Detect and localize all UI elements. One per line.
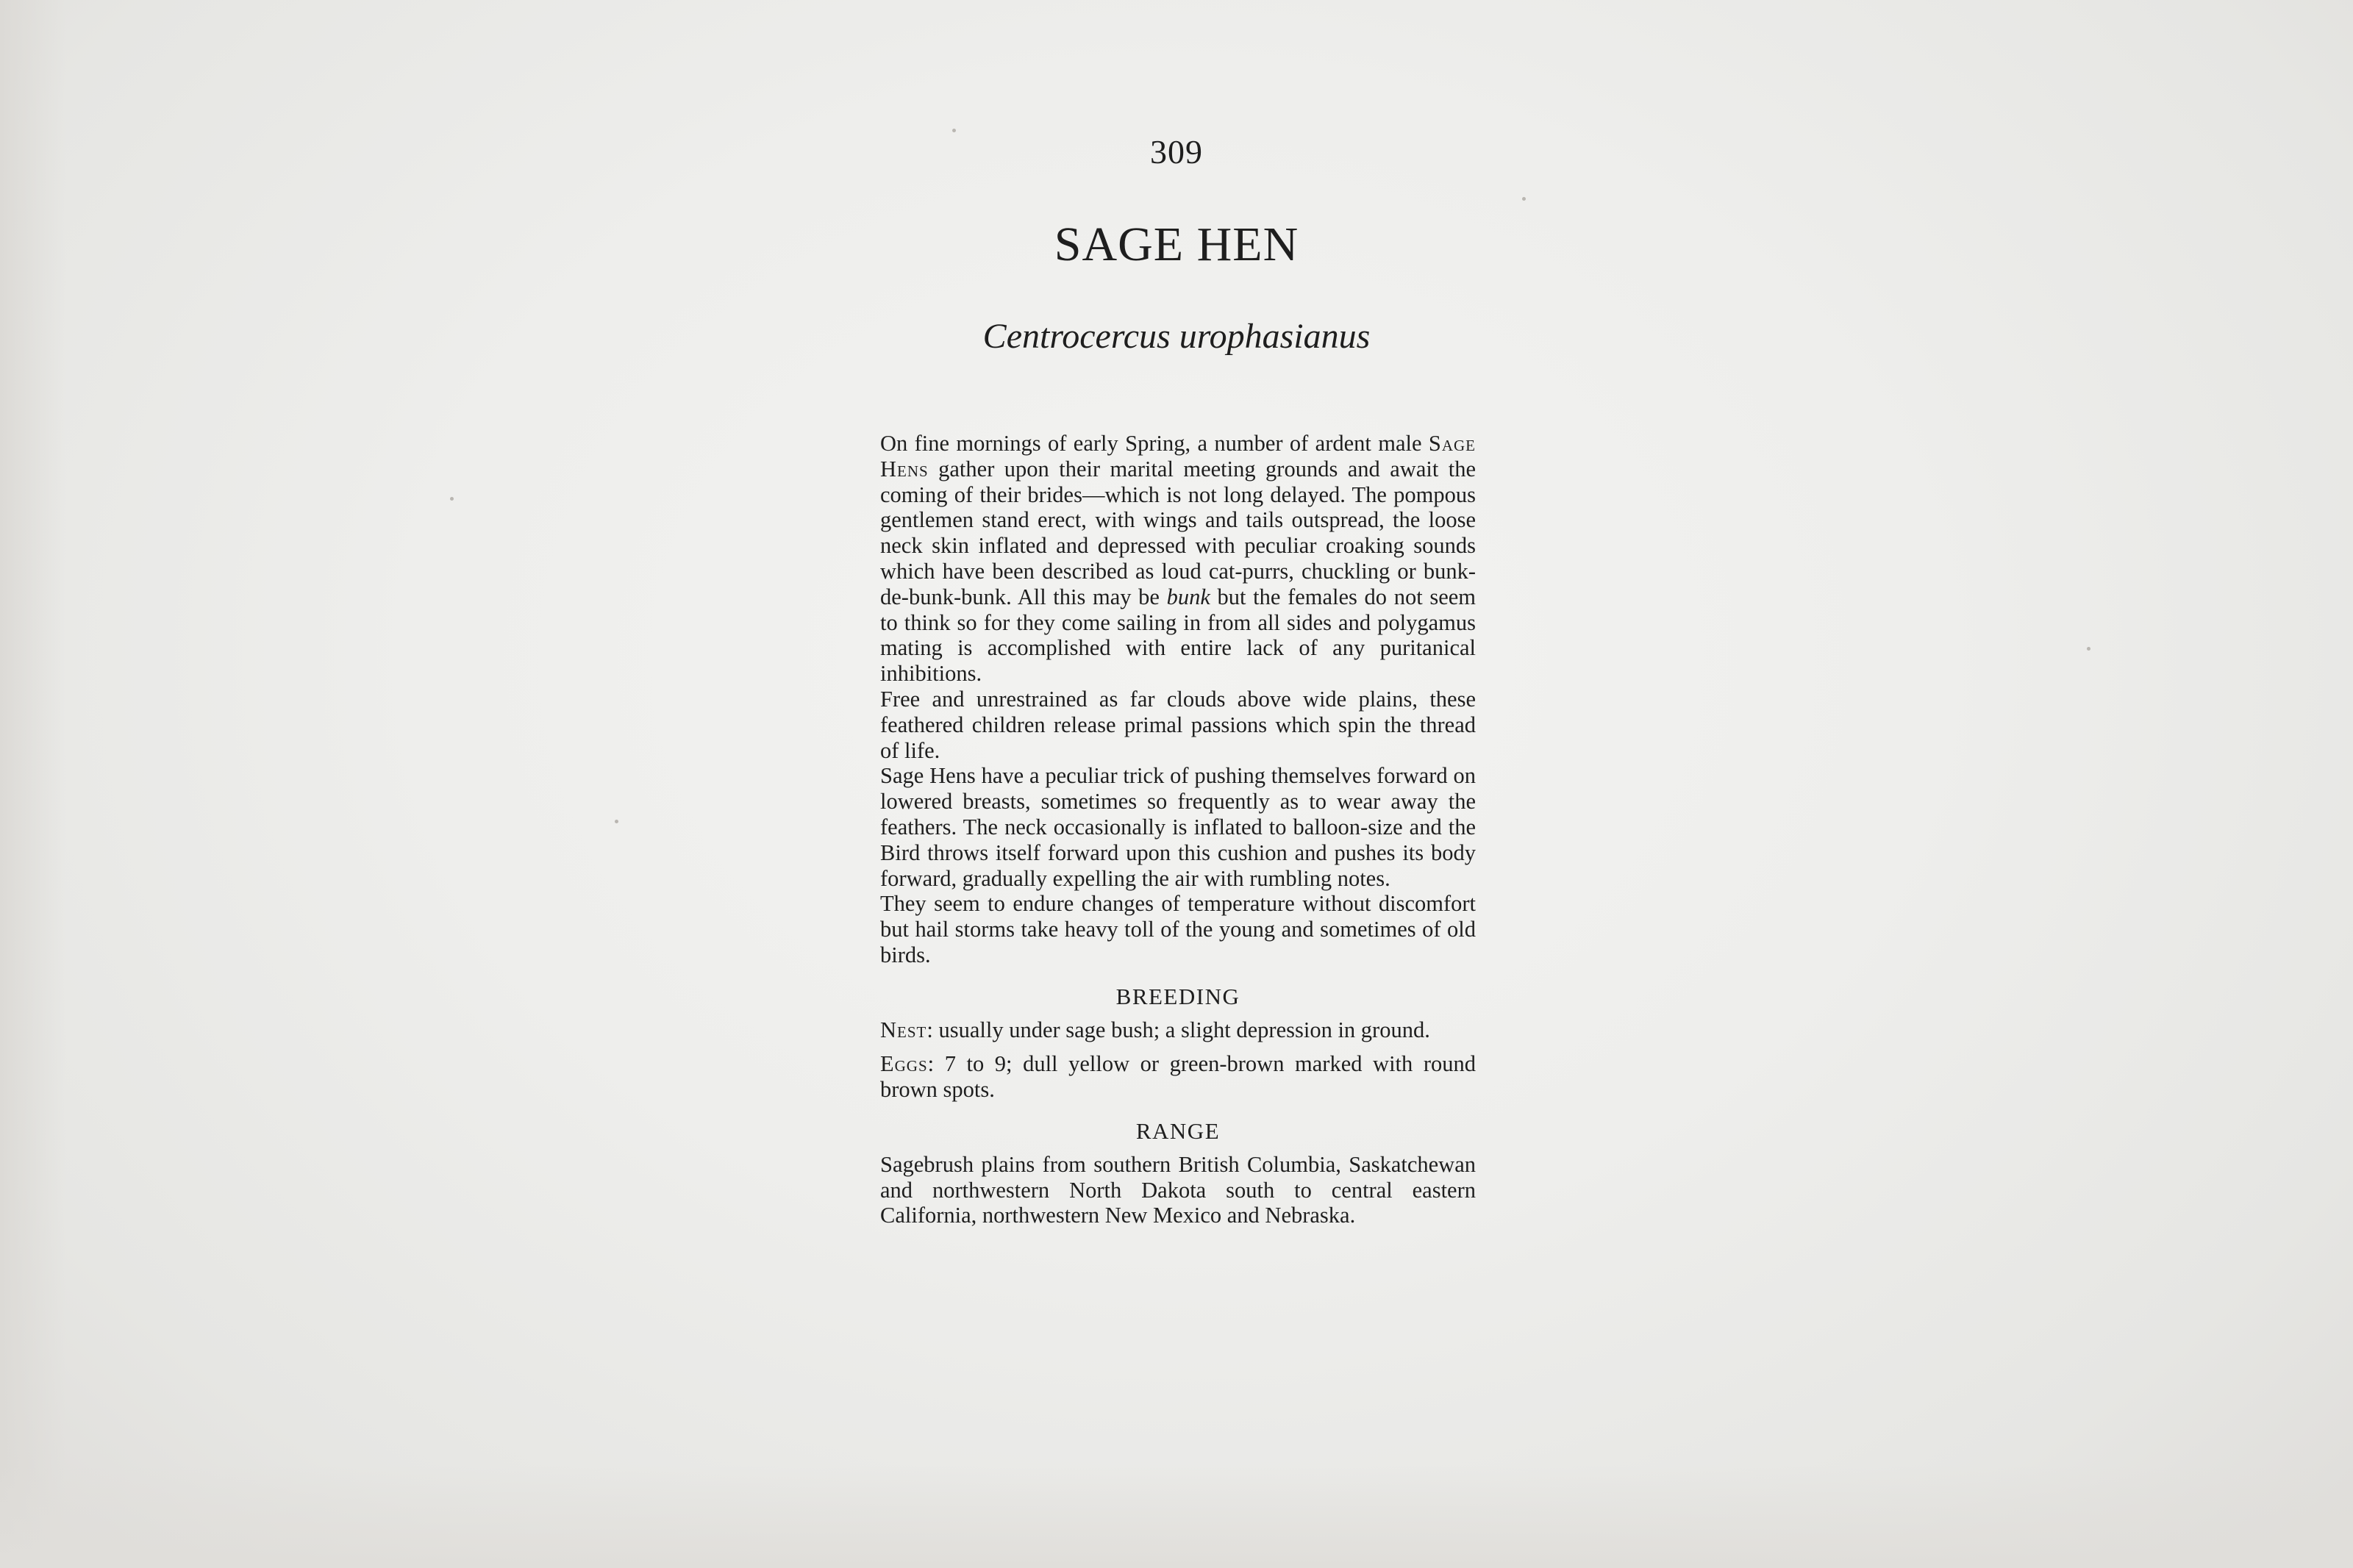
paragraph-weather: They seem to endure changes of temperature without discomfort but hail storms take heavy toll of the young and sometimes of old birds.	[880, 891, 1476, 967]
eggs-entry	[880, 1051, 1476, 1103]
range-heading: RANGE	[1135, 1117, 1221, 1144]
paragraph-text: gather upon their marital meeting grounds and await the coming of their brides—which is not long delayed. The pompous gentlemen stand erect, with wings and tails outspread, the loose neck skin inflated and depressed with peculiar croaking sounds which have been described as loud cat-purrs, chuckling or bunk-de-bunk-bunk. All this may be	[880, 456, 1476, 609]
paragraph-text: On fine mornings of early Spring, a number of ardent male	[880, 431, 1429, 456]
paper-speck	[615, 820, 618, 823]
page-shadow-bottom	[0, 1465, 2353, 1568]
paragraph-pushing: Sage Hens have a peculiar trick of pushing themselves forward on lowered breasts, sometimes so frequently as to wear away the feathers. The neck occasionally is inflated to balloon-size and the Bird throws itself forward upon this cushion and pushes its body forward, gradually expelling the air with rumbling notes.	[880, 763, 1476, 891]
paper-speck	[1522, 197, 1526, 201]
paragraph-passions: Free and unrestrained as far clouds above wide plains, these feathered children release primal passions which spin the thread of life.	[880, 686, 1476, 763]
paper-speck	[2087, 647, 2090, 651]
scientific-name: Centrocercus urophasianus	[982, 317, 1371, 356]
range-text: Sagebrush plains from southern British Columbia, Saskatchewan and northwestern North Dakota south to central eastern California, northwestern New Mexico and Nebraska.	[880, 1151, 1476, 1228]
paper-speck	[450, 497, 454, 501]
nest-text: : usually under sage bush; a slight depression in ground.	[926, 1017, 1430, 1042]
nest-label: Nest	[880, 1017, 927, 1042]
page-title: SAGE HEN	[1054, 218, 1299, 271]
article-body	[880, 431, 1476, 1237]
nest-entry	[880, 1017, 1476, 1043]
eggs-label: Eggs	[880, 1051, 928, 1077]
page-number: 309	[1150, 133, 1203, 171]
paper-speck	[952, 129, 956, 132]
paragraph-text: but the females do not seem to think so for they come sailing in from all sides and polygamus mating is accomplished with entire lack of any puritanical inhibitions.	[880, 584, 1476, 687]
breeding-heading: BREEDING	[1115, 983, 1240, 1009]
eggs-text: : 7 to 9; dull yellow or green-brown marked with round brown spots.	[880, 1051, 1476, 1103]
bird-name-smallcaps: Sage Hens	[880, 431, 1476, 482]
paragraph-courtship	[880, 431, 1476, 687]
italic-word: bunk	[1166, 584, 1210, 609]
page-shadow-left	[0, 0, 66, 1568]
